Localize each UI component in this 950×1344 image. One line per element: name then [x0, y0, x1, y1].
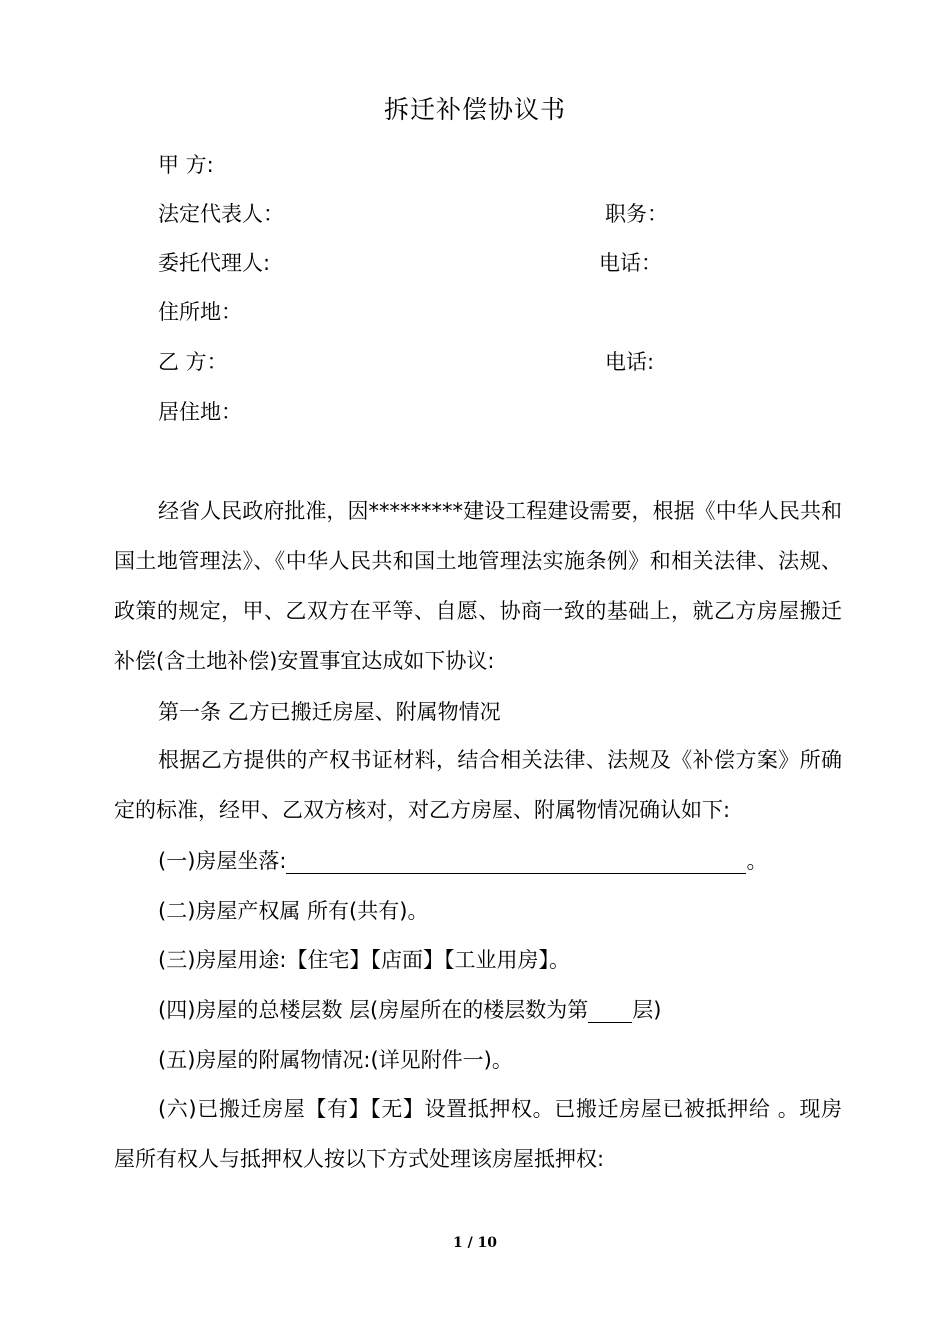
phone-b-label: 电话:: [605, 350, 655, 374]
position-label: 职务：: [605, 202, 668, 226]
floor-blank-line: [588, 998, 632, 1023]
location-blank-line: [286, 849, 746, 874]
agent-label: 委托代理人:: [158, 251, 271, 275]
item-2-ownership: (二)房屋产权属 所有(共有)。: [158, 899, 429, 923]
party-b-label: 乙 方：: [158, 350, 228, 374]
item-6-mortgage: (六)已搬迁房屋【有】【无】设置抵押权。已搬迁房屋已被抵押给 。现房屋所有权人与抵押权人按以下方式处理该房屋抵押权:: [114, 1097, 842, 1171]
item-1-label: (一)房屋坐落:: [158, 849, 287, 873]
legal-rep-label: 法定代表人：: [158, 202, 284, 226]
page-number: 1 / 10: [452, 1235, 498, 1251]
article-1-title: 第一条 乙方已搬迁房屋、附属物情况: [158, 700, 501, 724]
item-4-label: (四)房屋的总楼层数 层(房屋所在的楼层数为第: [158, 998, 589, 1022]
item-1-end: 。: [746, 849, 768, 873]
article-1-intro: 根据乙方提供的产权书证材料，结合相关法律、法规及《补偿方案》所确定的标准，经甲、乙双方核对，对乙方房屋、附属物情况确认如下:: [114, 748, 842, 822]
item-1-location: [158, 846, 767, 876]
intro-paragraph: 经省人民政府批准，因*********建设工程建设需要，根据《中华人民共和国土地管理法》、《中华人民共和国土地管理法实施条例》和相关法律、法规、政策的规定，甲、乙双方在平等、自愿、协商一致的基础上，就乙方房屋搬迁补偿(含土地补偿)安置事宜达成如下协议:: [114, 499, 842, 673]
residence-b-label: 居住地：: [158, 400, 242, 424]
document-title: 拆迁补偿协议书: [383, 95, 566, 124]
item-4-end: 层): [632, 998, 662, 1022]
address-a-label: 住所地：: [158, 300, 242, 324]
item-4-floors: [158, 995, 661, 1025]
item-3-usage: (三)房屋用途:【住宅】【店面】【工业用房】。: [158, 948, 570, 972]
phone-a-label: 电话：: [599, 251, 662, 275]
item-5-attachments: (五)房屋的附属物情况:(详见附件一)。: [158, 1048, 513, 1072]
party-a-label: 甲 方:: [158, 153, 214, 177]
